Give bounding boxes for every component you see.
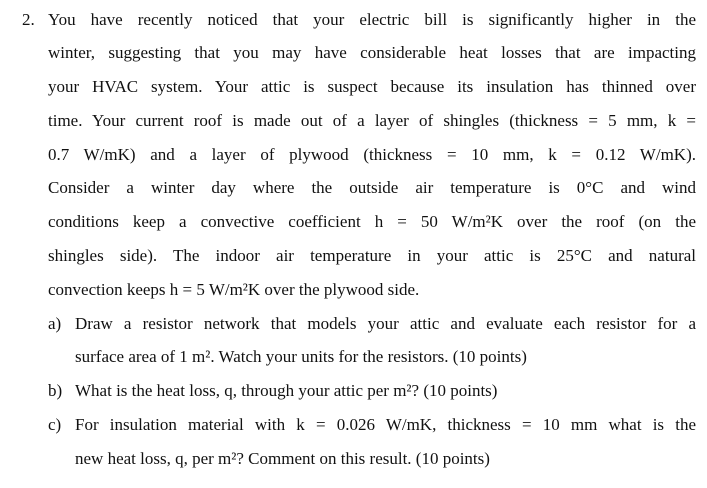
part-a-line-1: Draw a resistor network that models your attic and evaluate each resistor for a	[75, 314, 696, 333]
part-c-line-2: new heat loss, q, per m²? Comment on this result. (10 points)	[75, 449, 490, 468]
problem-number: 2.	[22, 10, 35, 29]
part-a-label: a)	[48, 314, 62, 333]
problem-line-6: Consider a winter day where the outside air temperature is 0°C and wind	[48, 178, 696, 197]
problem-line-1: You have recently noticed that your electric bill is significantly higher in the	[48, 10, 696, 29]
problem-line-5: 0.7 W/mK) and a layer of plywood (thickness = 10 mm, k = 0.12 W/mK).	[48, 145, 696, 164]
problem-line-7: conditions keep a convective coefficient h = 50 W/m²K over the roof (on the	[48, 212, 696, 231]
part-c-label: c)	[48, 415, 62, 434]
part-c-line-1: For insulation material with k = 0.026 W/mK, thickness = 10 mm what is the	[75, 415, 696, 434]
problem-line-3: your HVAC system. Your attic is suspect because its insulation has thinned over	[48, 77, 696, 96]
problem-line-2: winter, suggesting that you may have considerable heat losses that are impacting	[48, 43, 696, 62]
problem-line-8: shingles side). The indoor air temperature in your attic is 25°C and natural	[48, 246, 696, 265]
part-a-line-2: surface area of 1 m². Watch your units for the resistors. (10 points)	[75, 347, 527, 366]
part-b-line-1: What is the heat loss, q, through your attic per m²? (10 points)	[75, 381, 498, 400]
problem-line-9: convection keeps h = 5 W/m²K over the plywood side.	[48, 280, 420, 299]
problem-line-4: time. Your current roof is made out of a layer of shingles (thickness = 5 mm, k =	[48, 111, 696, 130]
part-b-label: b)	[48, 381, 63, 400]
